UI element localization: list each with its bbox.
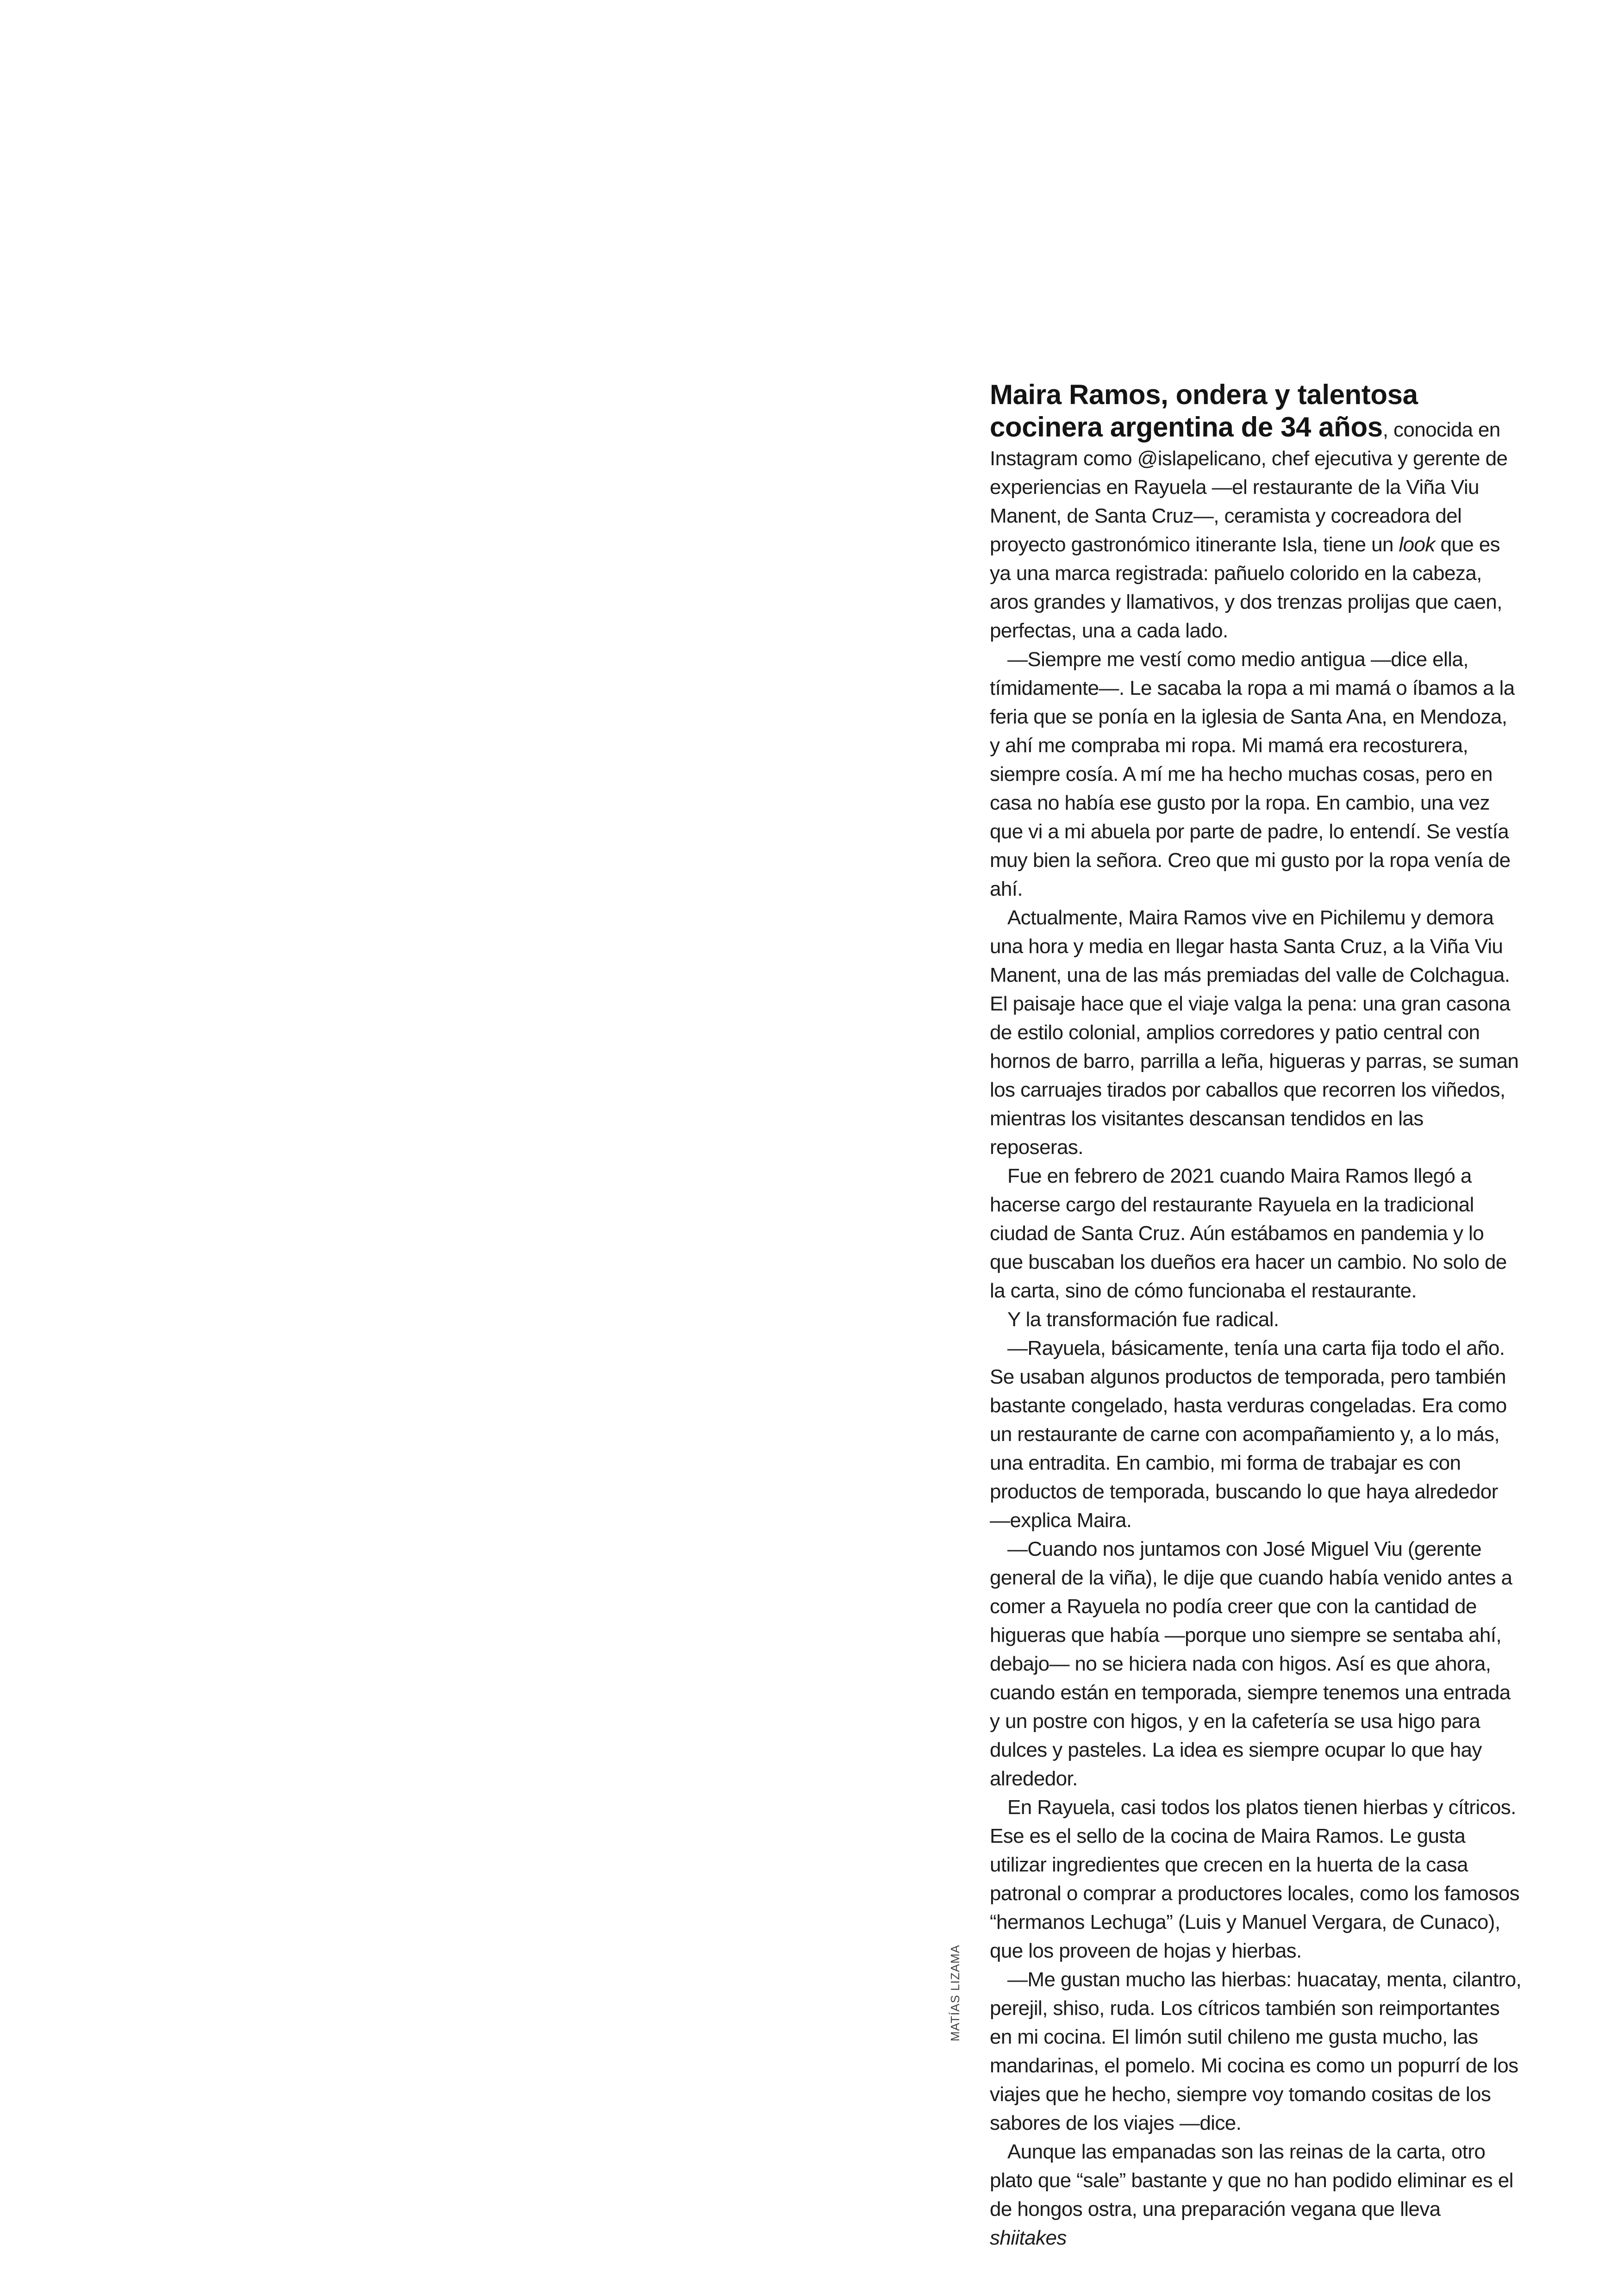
paragraph-quote-clothing: —Siempre me vestí como medio antigua —dice ella, tímidamente—. Le sacaba la ropa a mi mamá o íbamos a la feria que se ponía en la iglesia de Santa Ana, en Mendoza, y ahí me compraba mi ropa. Mi mamá era recosturera, siempre cosía. A mí me ha hecho muchas cosas, pero en casa no había ese gusto por la ropa. En cambio, una vez que vi a mi abuela por parte de padre, lo entendí. Se vestía muy bien la señora. Creo que mi gusto por la ropa venía de ahí. — [990, 648, 1515, 900]
paragraph-pichilemu: Actualmente, Maira Ramos vive en Pichilemu y demora una hora y media en llegar hasta Santa Cruz, a la Viña Viu Manent, una de las más premiadas del valle de Colchagua. El paisaje hace que el viaje valga la pena: una gran casona de estilo colonial, amplios corredores y patio central con hornos de barro, parrilla a leña, higueras y parras, se suman los carruajes tirados por caballos que recorren los viñedos, mientras los visitantes descansan tendidos en las reposeras. — [990, 906, 1519, 1159]
intro-emphasis: look — [1399, 533, 1435, 556]
photo-credit: MATÍAS LIZAMA — [948, 1945, 962, 2041]
intro-text-part-1: , conocida en Instagram como @islapelicano, chef ejecutiva y gerente de experiencias en Rayuela —el restaurante de la Viña Viu Manent, de Santa Cruz—, ceramista y cocreadora del proyecto gastronómico itinerante Isla, tiene un — [990, 418, 1508, 556]
empanadas-text: Aunque las empanadas son las reinas de la carta, otro plato que “sale” bastante y que no han podido eliminar es el de hongos ostra, una preparación vegana que lleva — [990, 2140, 1513, 2220]
empanadas-emphasis: shiitakes — [990, 2226, 1067, 2249]
article-column — [990, 380, 1522, 2252]
paragraph-quote-herbs: —Me gustan mucho las hierbas: huacatay, menta, cilantro, perejil, shiso, ruda. Los cítricos también son reimportantes en mi cocina. El limón sutil chileno me gusta mucho, las mandarinas, el pomelo. Mi cocina es como un popurrí de los viajes que he hecho, siempre voy tomando cositas de los sabores de los viajes —dice. — [990, 1968, 1522, 2134]
intro-text-part-2: que es ya una marca registrada: pañuelo colorido en la cabeza, aros grandes y llamativos, y dos trenzas prolijas que caen, perfectas, una a cada lado. — [990, 533, 1502, 642]
paragraph-quote-figs: —Cuando nos juntamos con José Miguel Viu (gerente general de la viña), le dije que cuando había venido antes a comer a Rayuela no podía creer que con la cantidad de higueras que había —porque uno siempre se sentaba ahí, debajo— no se hiciera nada con higos. Así es que ahora, cuando están en temporada, siempre tenemos una entrada y un postre con higos, y en la cafetería se usa higo para dulces y pasteles. La idea es siempre ocupar lo que hay alrededor. — [990, 1538, 1512, 1790]
paragraph-empanadas — [990, 2138, 1522, 2252]
paragraph-herbs-citrus: En Rayuela, casi todos los platos tienen hierbas y cítricos. Ese es el sello de la cocina de Maira Ramos. Le gusta utilizar ingredientes que crecen en la huerta de la casa patronal o comprar a productores locales, como los famosos “hermanos Lechuga” (Luis y Manuel Vergara, de Cunaco), que los proveen de hojas y hierbas. — [990, 1796, 1519, 1962]
paragraph-transformation: Y la transformación fue radical. — [1007, 1308, 1279, 1331]
lead-headline: Maira Ramos, ondera y talentosa cocinera argentina de 34 años — [990, 379, 1418, 443]
paragraph-february-2021: Fue en febrero de 2021 cuando Maira Ramos llegó a hacerse cargo del restaurante Rayuela en la tradicional ciudad de Santa Cruz. Aún estábamos en pandemia y lo que buscaban los dueños era hacer un cambio. No solo de la carta, sino de cómo funcionaba el restaurante. — [990, 1165, 1507, 1302]
paragraph-intro — [990, 380, 1522, 645]
paragraph-quote-menu: —Rayuela, básicamente, tenía una carta fija todo el año. Se usaban algunos productos de temporada, pero también bastante congelado, hasta verduras congeladas. Era como un restaurante de carne con acompañamiento y, a lo más, una entradita. En cambio, mi forma de trabajar es con productos de temporada, buscando lo que haya alrededor —explica Maira. — [990, 1337, 1507, 1532]
